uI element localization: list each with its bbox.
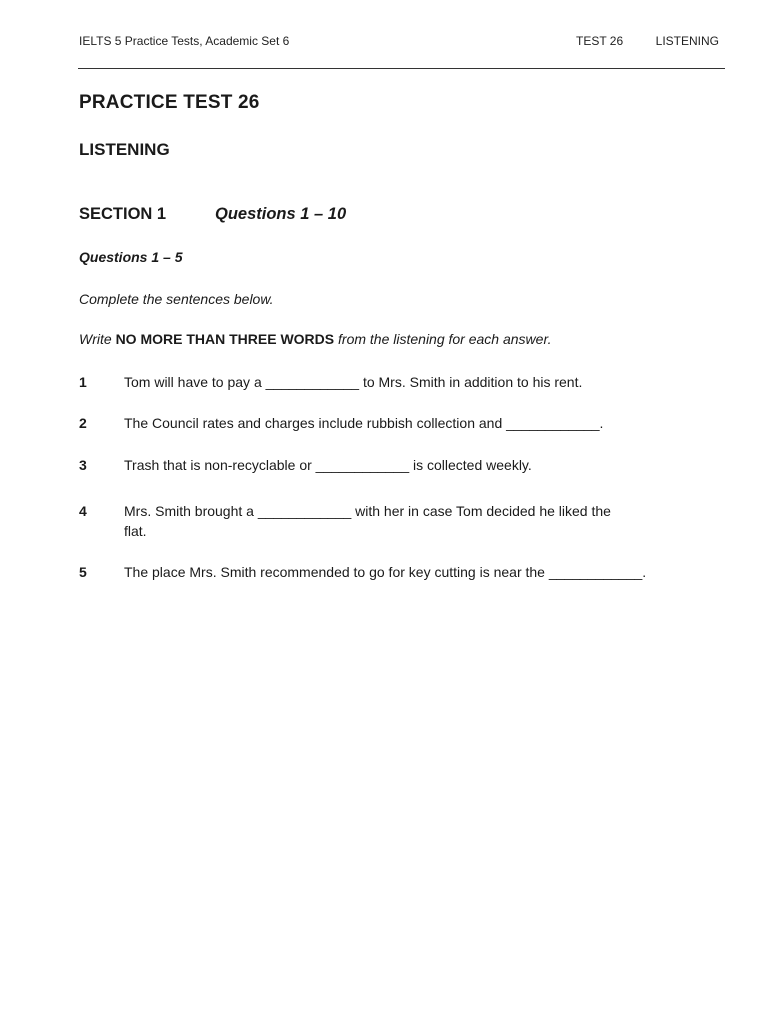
question-group-heading: Questions 1 – 5 xyxy=(79,249,183,265)
page-title: PRACTICE TEST 26 xyxy=(79,92,260,113)
question-text: The Council rates and charges include rubbish collection and ____________. xyxy=(124,415,604,431)
instruction-suffix: from the listening for each answer. xyxy=(334,331,552,347)
book-title: IELTS 5 Practice Tests, Academic Set 6 xyxy=(79,34,290,48)
question-text: Tom will have to pay a ____________ to Mrs. Smith in addition to his rent. xyxy=(124,374,583,390)
section-heading: SECTION 1 xyxy=(79,205,167,223)
question-number: 5 xyxy=(79,564,87,580)
question-number: 2 xyxy=(79,415,87,431)
paper-heading: LISTENING xyxy=(79,140,170,159)
question-text: Mrs. Smith brought a ____________ with her in case Tom decided he liked the flat. xyxy=(124,503,611,539)
instruction-prefix: Write xyxy=(79,331,116,347)
question-number: 4 xyxy=(79,503,87,519)
instruction-word-limit-emphasis: NO MORE THAN THREE WORDS xyxy=(115,331,335,347)
question-number: 3 xyxy=(79,457,87,473)
test-label: TEST 26 xyxy=(576,34,624,48)
question-text: The place Mrs. Smith recommended to go for key cutting is near the ____________. xyxy=(124,564,647,580)
question-number: 1 xyxy=(79,374,87,390)
instruction-word-limit xyxy=(79,331,552,347)
instruction-complete: Complete the sentences below. xyxy=(79,291,274,307)
question-text: Trash that is non-recyclable or ____________ is collected weekly. xyxy=(124,457,532,473)
header-divider xyxy=(78,68,725,69)
running-header xyxy=(79,34,719,50)
section-question-range: Questions 1 – 10 xyxy=(215,205,347,223)
section-label: LISTENING xyxy=(655,34,719,48)
